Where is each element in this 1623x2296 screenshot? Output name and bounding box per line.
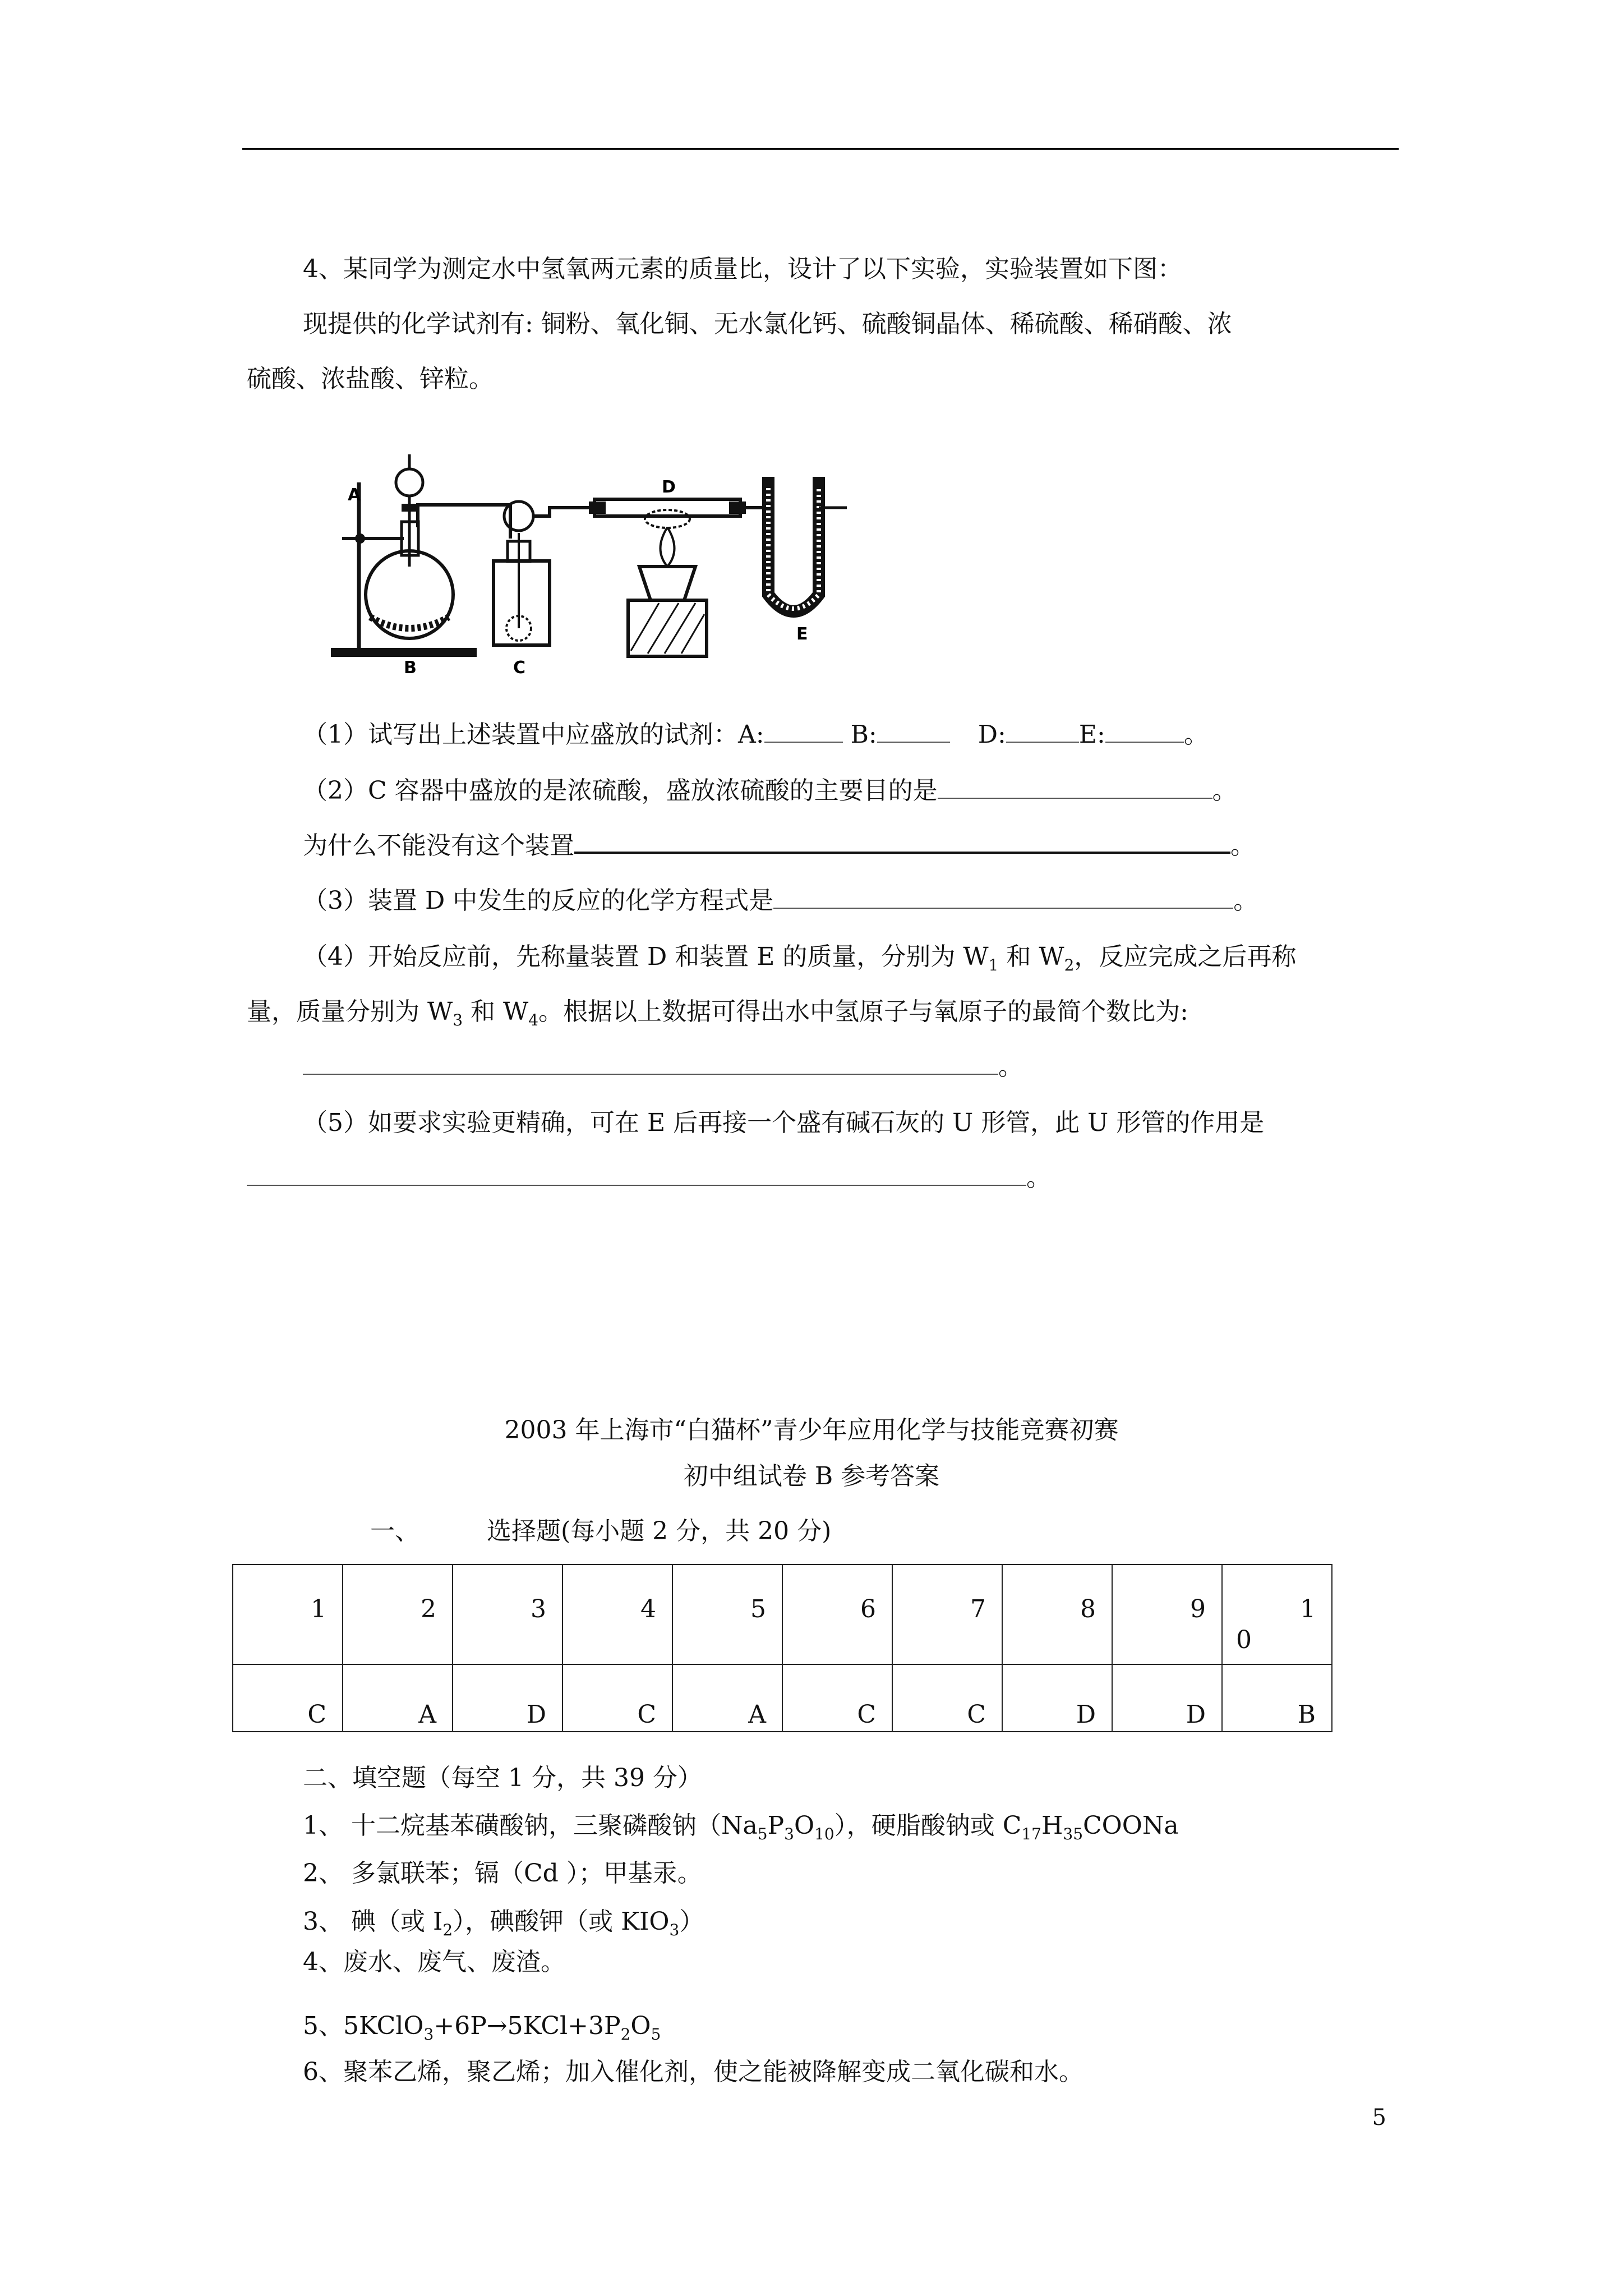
table-number: 9 <box>1190 1594 1206 1623</box>
fill-answer-1 <box>303 1809 1179 1851</box>
figure-label-c: C <box>513 658 526 678</box>
q4-part2 <box>303 774 1237 808</box>
sub-w3: 3 <box>453 1010 463 1029</box>
figure-label-e: E <box>796 624 808 644</box>
table-number-cell <box>343 1565 453 1664</box>
q4-part3 <box>303 884 1258 918</box>
blank-part2b[interactable] <box>574 829 1230 854</box>
f5-sub3: 5 <box>651 2024 661 2044</box>
table-number-cell <box>233 1565 343 1664</box>
f5-sub2: 2 <box>620 2024 631 2044</box>
q4-part4-d: 量，质量分别为 W <box>247 997 453 1026</box>
blank-b[interactable] <box>877 719 950 743</box>
f3-c: ） <box>679 1907 704 1936</box>
table-number-cell <box>782 1565 892 1664</box>
f1-sub2: 3 <box>784 1824 794 1843</box>
f5-a: 5、5KClO <box>303 2012 424 2040</box>
table-answer-cell: D <box>1002 1664 1112 1732</box>
header-rule <box>242 148 1399 150</box>
fill-answer-6: 6、聚苯乙烯，聚乙烯；加入催化剂，使之能被降解变成二氧化碳和水。 <box>303 2058 1083 2086</box>
f1-sub5: 35 <box>1063 1824 1083 1843</box>
blank-part4[interactable] <box>303 1051 998 1075</box>
sub-w1: 1 <box>988 955 999 974</box>
section1-number: 一、 <box>370 1517 419 1545</box>
blank-part3[interactable] <box>773 885 1233 909</box>
table-answer-cell: D <box>1112 1664 1222 1732</box>
table-number: 5 <box>750 1594 766 1623</box>
table-number: 6 <box>860 1594 876 1623</box>
table-number-overflow: 0 <box>1236 1626 1252 1654</box>
section2-title: 二、填空题（每空 1 分，共 39 分） <box>303 1764 702 1792</box>
f3-sub2: 3 <box>669 1920 680 1939</box>
f1-d: ），硬脂酸钠或 C <box>834 1811 1022 1840</box>
q4-part2b <box>303 829 1255 863</box>
q4-part1-prefix: （1）试写出上述装置中应盛放的试剂：A: <box>303 720 764 749</box>
table-number-cell <box>1222 1565 1332 1664</box>
q4-reagents-line1: 现提供的化学试剂有: 铜粉、氧化铜、无水氯化钙、硫酸铜晶体、稀硫酸、稀硝酸、浓 <box>303 310 1232 338</box>
q4-part4-answer <box>303 1050 1023 1084</box>
apparatus-figure <box>325 438 875 684</box>
fill-answer-5 <box>303 2009 661 2051</box>
table-number: 3 <box>531 1594 546 1623</box>
table-number-cell <box>892 1565 1002 1664</box>
table-number: 1 <box>311 1594 326 1623</box>
page-number: 5 <box>1372 2105 1386 2131</box>
blank-a[interactable] <box>764 719 843 743</box>
table-row-numbers <box>233 1565 1332 1664</box>
table-answer-cell: B <box>1222 1664 1332 1732</box>
f3-b: ），碘酸钾（或 KIO <box>453 1907 670 1936</box>
figure-label-b: B <box>404 658 417 678</box>
q4-part1-d: D: <box>978 720 1006 749</box>
sub-w2: 2 <box>1064 955 1075 974</box>
f1-sub1: 5 <box>757 1824 768 1843</box>
table-number: 8 <box>1080 1594 1096 1623</box>
q4-part1 <box>303 718 1209 752</box>
table-number-cell <box>453 1565 562 1664</box>
q4-part1-b: B: <box>842 720 877 749</box>
f1-b: P <box>767 1811 785 1840</box>
table-number-cell <box>1002 1565 1112 1664</box>
sub-w4: 4 <box>528 1010 539 1029</box>
q4-part4-f: 。根据以上数据可得出水中氢原子与氧原子的最简个数比为: <box>538 997 1188 1026</box>
table-number: 4 <box>640 1594 656 1623</box>
blank-d[interactable] <box>1006 719 1079 743</box>
q4-part1-e: E: <box>1078 720 1105 749</box>
figure-label-d: D <box>662 477 676 497</box>
table-answer-cell: C <box>892 1664 1002 1732</box>
q4-part2-end: 。 <box>1212 776 1237 805</box>
q4-part4-c: ，反应完成之后再称 <box>1074 942 1297 971</box>
f3-a: 3、 碘（或 I <box>303 1907 443 1936</box>
table-number: 2 <box>421 1594 436 1623</box>
blank-part2[interactable] <box>938 775 1212 799</box>
answer-table <box>232 1564 1332 1732</box>
q4-part2b-text: 为什么不能没有这个装置 <box>303 831 574 860</box>
f1-sub4: 17 <box>1021 1824 1041 1843</box>
f1-a: 1、 十二烷基苯磺酸钠，三聚磷酸钠（Na <box>303 1811 758 1840</box>
q4-part3-end: 。 <box>1233 886 1258 915</box>
q4-intro: 4、某同学为测定水中氢氧两元素的质量比，设计了以下实验，实验装置如下图： <box>303 255 1182 283</box>
q4-part5-end: 。 <box>1026 1163 1051 1192</box>
answers-subtitle: 初中组试卷 B 参考答案 <box>683 1462 940 1490</box>
q4-part1-end: 。 <box>1183 720 1209 749</box>
q4-part4-end: 。 <box>998 1052 1023 1081</box>
q4-part5: （5）如要求实验更精确，可在 E 后再接一个盛有碱石灰的 U 形管，此 U 形管的作用是 <box>303 1108 1265 1137</box>
f3-sub1: 2 <box>442 1920 453 1939</box>
table-answer-cell: C <box>782 1664 892 1732</box>
table-number: 1 <box>1300 1594 1316 1623</box>
f1-e: H <box>1041 1811 1063 1840</box>
table-answer-cell: A <box>343 1664 453 1732</box>
blank-e[interactable] <box>1105 719 1184 743</box>
table-number-cell <box>562 1565 672 1664</box>
section1-heading <box>370 1515 831 1548</box>
q4-part3-text: （3）装置 D 中发生的反应的化学方程式是 <box>303 886 774 915</box>
table-answer-cell: D <box>453 1664 562 1732</box>
q4-part4-b: 和 W <box>998 942 1064 971</box>
f5-sub1: 3 <box>423 2024 434 2044</box>
figure-label-a: A <box>348 485 361 505</box>
f5-b: +6P→5KCl+3P <box>434 2012 621 2040</box>
q4-part4-line2 <box>247 995 1188 1037</box>
table-answer-cell: C <box>233 1664 343 1732</box>
f1-sub3: 10 <box>814 1824 834 1843</box>
q4-part2b-end: 。 <box>1230 831 1255 860</box>
f1-f: COONa <box>1083 1811 1179 1840</box>
table-answer-cell: A <box>672 1664 782 1732</box>
q4-part2-text: （2）C 容器中盛放的是浓硫酸，盛放浓硫酸的主要目的是 <box>303 776 938 805</box>
q4-part4-e: 和 W <box>463 997 529 1026</box>
q4-part4-line1 <box>303 940 1296 982</box>
table-number-cell <box>1112 1565 1222 1664</box>
fill-answer-2: 2、 多氯联苯；镉（Cd ）；甲基汞。 <box>303 1859 702 1888</box>
fill-answer-3 <box>303 1905 704 1947</box>
q4-part4-a: （4）开始反应前，先称量装置 D 和装置 E 的质量，分别为 W <box>303 942 989 971</box>
f5-c: O <box>630 2012 651 2040</box>
fill-answer-4: 4、废水、废气、废渣。 <box>303 1948 565 1976</box>
table-number: 7 <box>970 1594 986 1623</box>
q4-part5-answer <box>247 1161 1051 1195</box>
section1-title: 选择题(每小题 2 分，共 20 分) <box>487 1517 832 1545</box>
table-row-answers <box>233 1664 1332 1732</box>
f1-c: O <box>794 1811 815 1840</box>
q4-reagents-line2: 硫酸、浓盐酸、锌粒。 <box>247 365 494 393</box>
answers-title: 2003 年上海市“白猫杯”青少年应用化学与技能竞赛初赛 <box>504 1416 1119 1444</box>
table-number-cell <box>672 1565 782 1664</box>
table-answer-cell: C <box>562 1664 672 1732</box>
blank-part5[interactable] <box>247 1162 1026 1186</box>
